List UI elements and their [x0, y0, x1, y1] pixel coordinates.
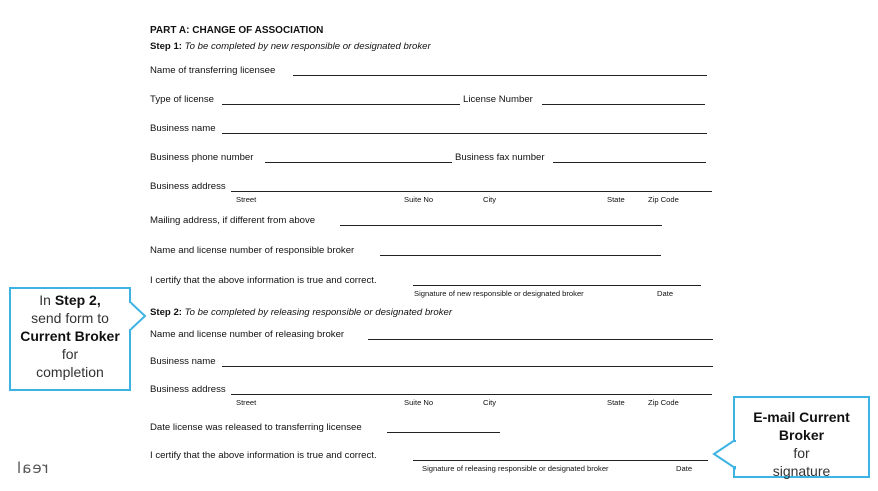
- sub-date-1: Date: [657, 289, 674, 298]
- callout-step2: [9, 287, 131, 391]
- step2-heading: [150, 307, 452, 318]
- field-mailing-address[interactable]: [340, 225, 662, 226]
- sub-city: City: [483, 195, 497, 204]
- field-responsible-broker[interactable]: [380, 255, 661, 256]
- label-business-fax: Business fax number: [455, 152, 545, 163]
- field-business-fax[interactable]: [553, 162, 706, 163]
- label-certify-2: I certify that the above information is true and correct.: [150, 450, 377, 461]
- sub-city-2: City: [483, 398, 497, 407]
- callout-right-end: signature: [772, 463, 831, 479]
- sub-signature-releasing: Signature of releasing responsible or designated broker: [422, 464, 609, 473]
- callout-left-post: for: [61, 346, 79, 362]
- field-date-released[interactable]: [387, 432, 500, 433]
- callout-email: [733, 396, 870, 478]
- field-business-address[interactable]: [231, 191, 712, 192]
- sub-zip: Zip Code: [648, 195, 679, 204]
- label-business-name: Business name: [150, 123, 216, 134]
- field-transferring-licensee[interactable]: [293, 75, 707, 76]
- sub-state-2: State: [607, 398, 625, 407]
- field-signature-releasing[interactable]: [413, 460, 708, 461]
- sub-street-2: Street: [236, 398, 257, 407]
- step1-heading: [150, 41, 431, 52]
- callout-left-pre: In: [39, 292, 55, 308]
- sub-state: State: [607, 195, 625, 204]
- sub-signature-new: Signature of new responsible or designated broker: [414, 289, 584, 298]
- step2-label: Step 2:: [150, 307, 182, 318]
- callout-left-b2: Current Broker: [20, 328, 120, 344]
- field-business-name-2[interactable]: [222, 366, 713, 367]
- callout-left-end: completion: [36, 364, 104, 380]
- field-type-of-license[interactable]: [222, 104, 460, 105]
- field-business-address-2[interactable]: [231, 394, 712, 395]
- label-releasing-broker: Name and license number of releasing broker: [150, 329, 345, 340]
- real-logo: real: [16, 459, 49, 477]
- field-business-phone[interactable]: [265, 162, 452, 163]
- step1-label: Step 1:: [150, 41, 182, 52]
- callout-right-b1: E-mail Current Broker: [753, 409, 850, 443]
- form-title: PART A: CHANGE OF ASSOCIATION: [150, 25, 324, 36]
- sub-suite-2: Suite No: [404, 398, 434, 407]
- callout-left-b1: Step 2,: [54, 292, 101, 308]
- label-type-of-license: Type of license: [150, 94, 214, 105]
- label-business-name-2: Business name: [150, 356, 216, 367]
- callout-right-post: for: [793, 445, 810, 461]
- label-business-phone: Business phone number: [150, 152, 254, 163]
- step2-text: To be completed by releasing responsible or designated broker: [184, 307, 453, 318]
- label-certify-1: I certify that the above information is true and correct.: [150, 275, 377, 286]
- label-transferring-licensee: Name of transferring licensee: [150, 65, 276, 76]
- label-date-released: Date license was released to transferring licensee: [150, 422, 362, 433]
- callout-left-pointer: [129, 301, 149, 337]
- field-releasing-broker[interactable]: [368, 339, 713, 340]
- field-business-name[interactable]: [222, 133, 707, 134]
- sub-date-2: Date: [676, 464, 693, 473]
- callout-right-pointer: [712, 440, 736, 474]
- sub-street: Street: [236, 195, 257, 204]
- label-responsible-broker: Name and license number of responsible broker: [150, 245, 355, 256]
- label-mailing-address: Mailing address, if different from above: [150, 215, 316, 226]
- sub-zip-2: Zip Code: [648, 398, 679, 407]
- label-business-address-2: Business address: [150, 384, 226, 395]
- field-license-number[interactable]: [542, 104, 705, 105]
- label-license-number: License Number: [463, 94, 533, 105]
- sub-suite: Suite No: [404, 195, 434, 204]
- label-business-address: Business address: [150, 181, 226, 192]
- callout-left-mid: send form to: [31, 310, 109, 326]
- step1-text: To be completed by new responsible or designated broker: [184, 41, 431, 52]
- field-signature-new[interactable]: [413, 285, 701, 286]
